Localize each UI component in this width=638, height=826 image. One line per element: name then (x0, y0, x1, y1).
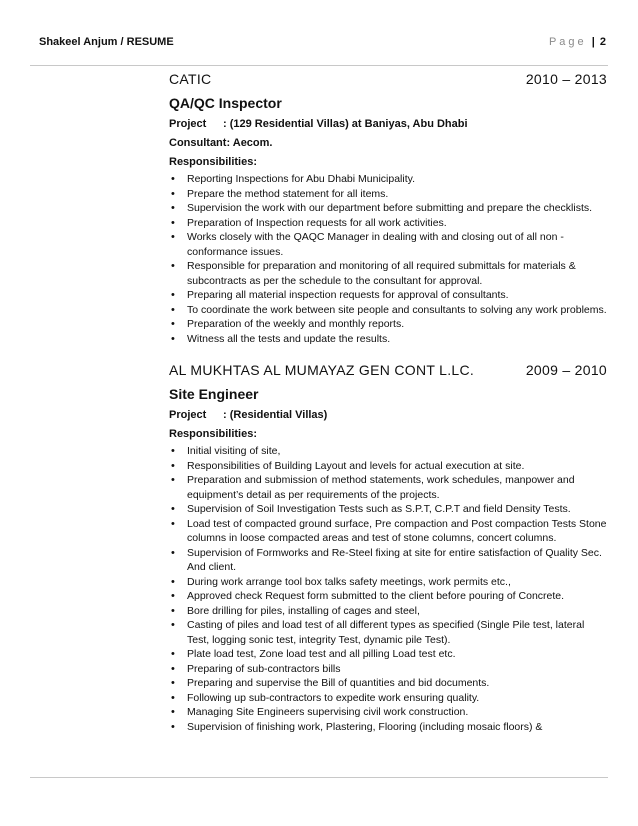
list-item: • Preparation of Inspection requests for all work activities. (169, 216, 607, 231)
responsibilities-heading: Responsibilities: (169, 156, 258, 168)
list-item: • Preparation of the weekly and monthly reports. (169, 317, 607, 332)
job-title: QA/QC Inspector (169, 95, 282, 111)
header-name: Shakeel Anjum / RESUME (39, 36, 174, 48)
page-number: 2 (599, 36, 606, 48)
list-item: • Supervision the work with our department before submitting and prepare the checklists. (169, 201, 607, 216)
project-value: : (129 Residential Villas) at Baniyas, Abu Dhabi (223, 118, 468, 130)
list-item: • Works closely with the QAQC Manager in dealing with and closing out of all non - conformance issues. (169, 230, 607, 259)
project-value: : (Residential Villas) (223, 409, 328, 421)
section-spacer (169, 346, 607, 362)
header-divider (30, 65, 608, 66)
list-item: • To coordinate the work between site people and consultants to solving any work problems. (169, 303, 607, 318)
list-item: • Preparing of sub-contractors bills (169, 662, 607, 677)
job-heading (169, 362, 607, 384)
page-separator: | (591, 36, 595, 48)
page-word: Page (548, 36, 587, 48)
job-years: 2010 – 2013 (525, 71, 607, 87)
list-item: • Approved check Request form submitted to the client before pouring of Concrete. (169, 589, 607, 604)
company-name: AL MUKHTAS AL MUMAYAZ GEN CONT L.LC. (169, 362, 475, 378)
project-label: Project (169, 409, 207, 421)
page-header (39, 36, 606, 56)
consultant-line: Consultant: Aecom. (169, 137, 273, 149)
job-entry (169, 71, 607, 346)
list-item: • Supervision of finishing work, Plastering, Flooring (including mosaic floors) & (169, 720, 607, 735)
project-label: Project (169, 118, 207, 130)
list-item: • Responsible for preparation and monitoring of all required submittals for materials & subcontracts as per the schedule to the consultant for approval. (169, 259, 607, 288)
resume-content (169, 71, 607, 734)
responsibilities-list (169, 444, 607, 734)
list-item: • Plate load test, Zone load test and all pilling Load test etc. (169, 647, 607, 662)
list-item: • Preparing all material inspection requests for approval of consultants. (169, 288, 607, 303)
list-item: • During work arrange tool box talks safety meetings, work permits etc., (169, 575, 607, 590)
list-item: • Preparation and submission of method statements, work schedules, manpower and equipment’s detail as per requirements of the projects. (169, 473, 607, 502)
list-item: • Initial visiting of site, (169, 444, 607, 459)
list-item: • Casting of piles and load test of all different types as specified (Single Pile test, lateral Test, logging sonic test, integrity Test, dynamic pile Test). (169, 618, 607, 647)
job-years: 2009 – 2010 (525, 362, 607, 378)
responsibilities-heading: Responsibilities: (169, 428, 258, 440)
project-line (169, 406, 607, 425)
list-item: • Witness all the tests and update the results. (169, 332, 607, 347)
page-indicator (549, 36, 606, 48)
job-entry (169, 362, 607, 734)
list-item: • Responsibilities of Building Layout and levels for actual execution at site. (169, 459, 607, 474)
list-item: • Supervision of Soil Investigation Tests such as S.P.T, C.P.T and field Density Tests. (169, 502, 607, 517)
list-item: • Preparing and supervise the Bill of quantities and bid documents. (169, 676, 607, 691)
list-item: • Following up sub-contractors to expedite work ensuring quality. (169, 691, 607, 706)
footer-divider (30, 777, 608, 778)
job-heading (169, 71, 607, 93)
list-item: • Load test of compacted ground surface, Pre compaction and Post compaction Tests Stone columns in loose compacted areas and test of stone columns, concert columns. (169, 517, 607, 546)
list-item: • Supervision of Formworks and Re-Steel fixing at site for entire satisfaction of Quality Sec. And client. (169, 546, 607, 575)
responsibilities-list (169, 172, 607, 346)
list-item: • Managing Site Engineers supervising civil work construction. (169, 705, 607, 720)
job-title: Site Engineer (169, 386, 259, 402)
list-item: • Bore drilling for piles, installing of cages and steel, (169, 604, 607, 619)
list-item: • Prepare the method statement for all items. (169, 187, 607, 202)
list-item: • Reporting Inspections for Abu Dhabi Municipality. (169, 172, 607, 187)
company-name: CATIC (169, 71, 212, 87)
project-line (169, 115, 607, 134)
